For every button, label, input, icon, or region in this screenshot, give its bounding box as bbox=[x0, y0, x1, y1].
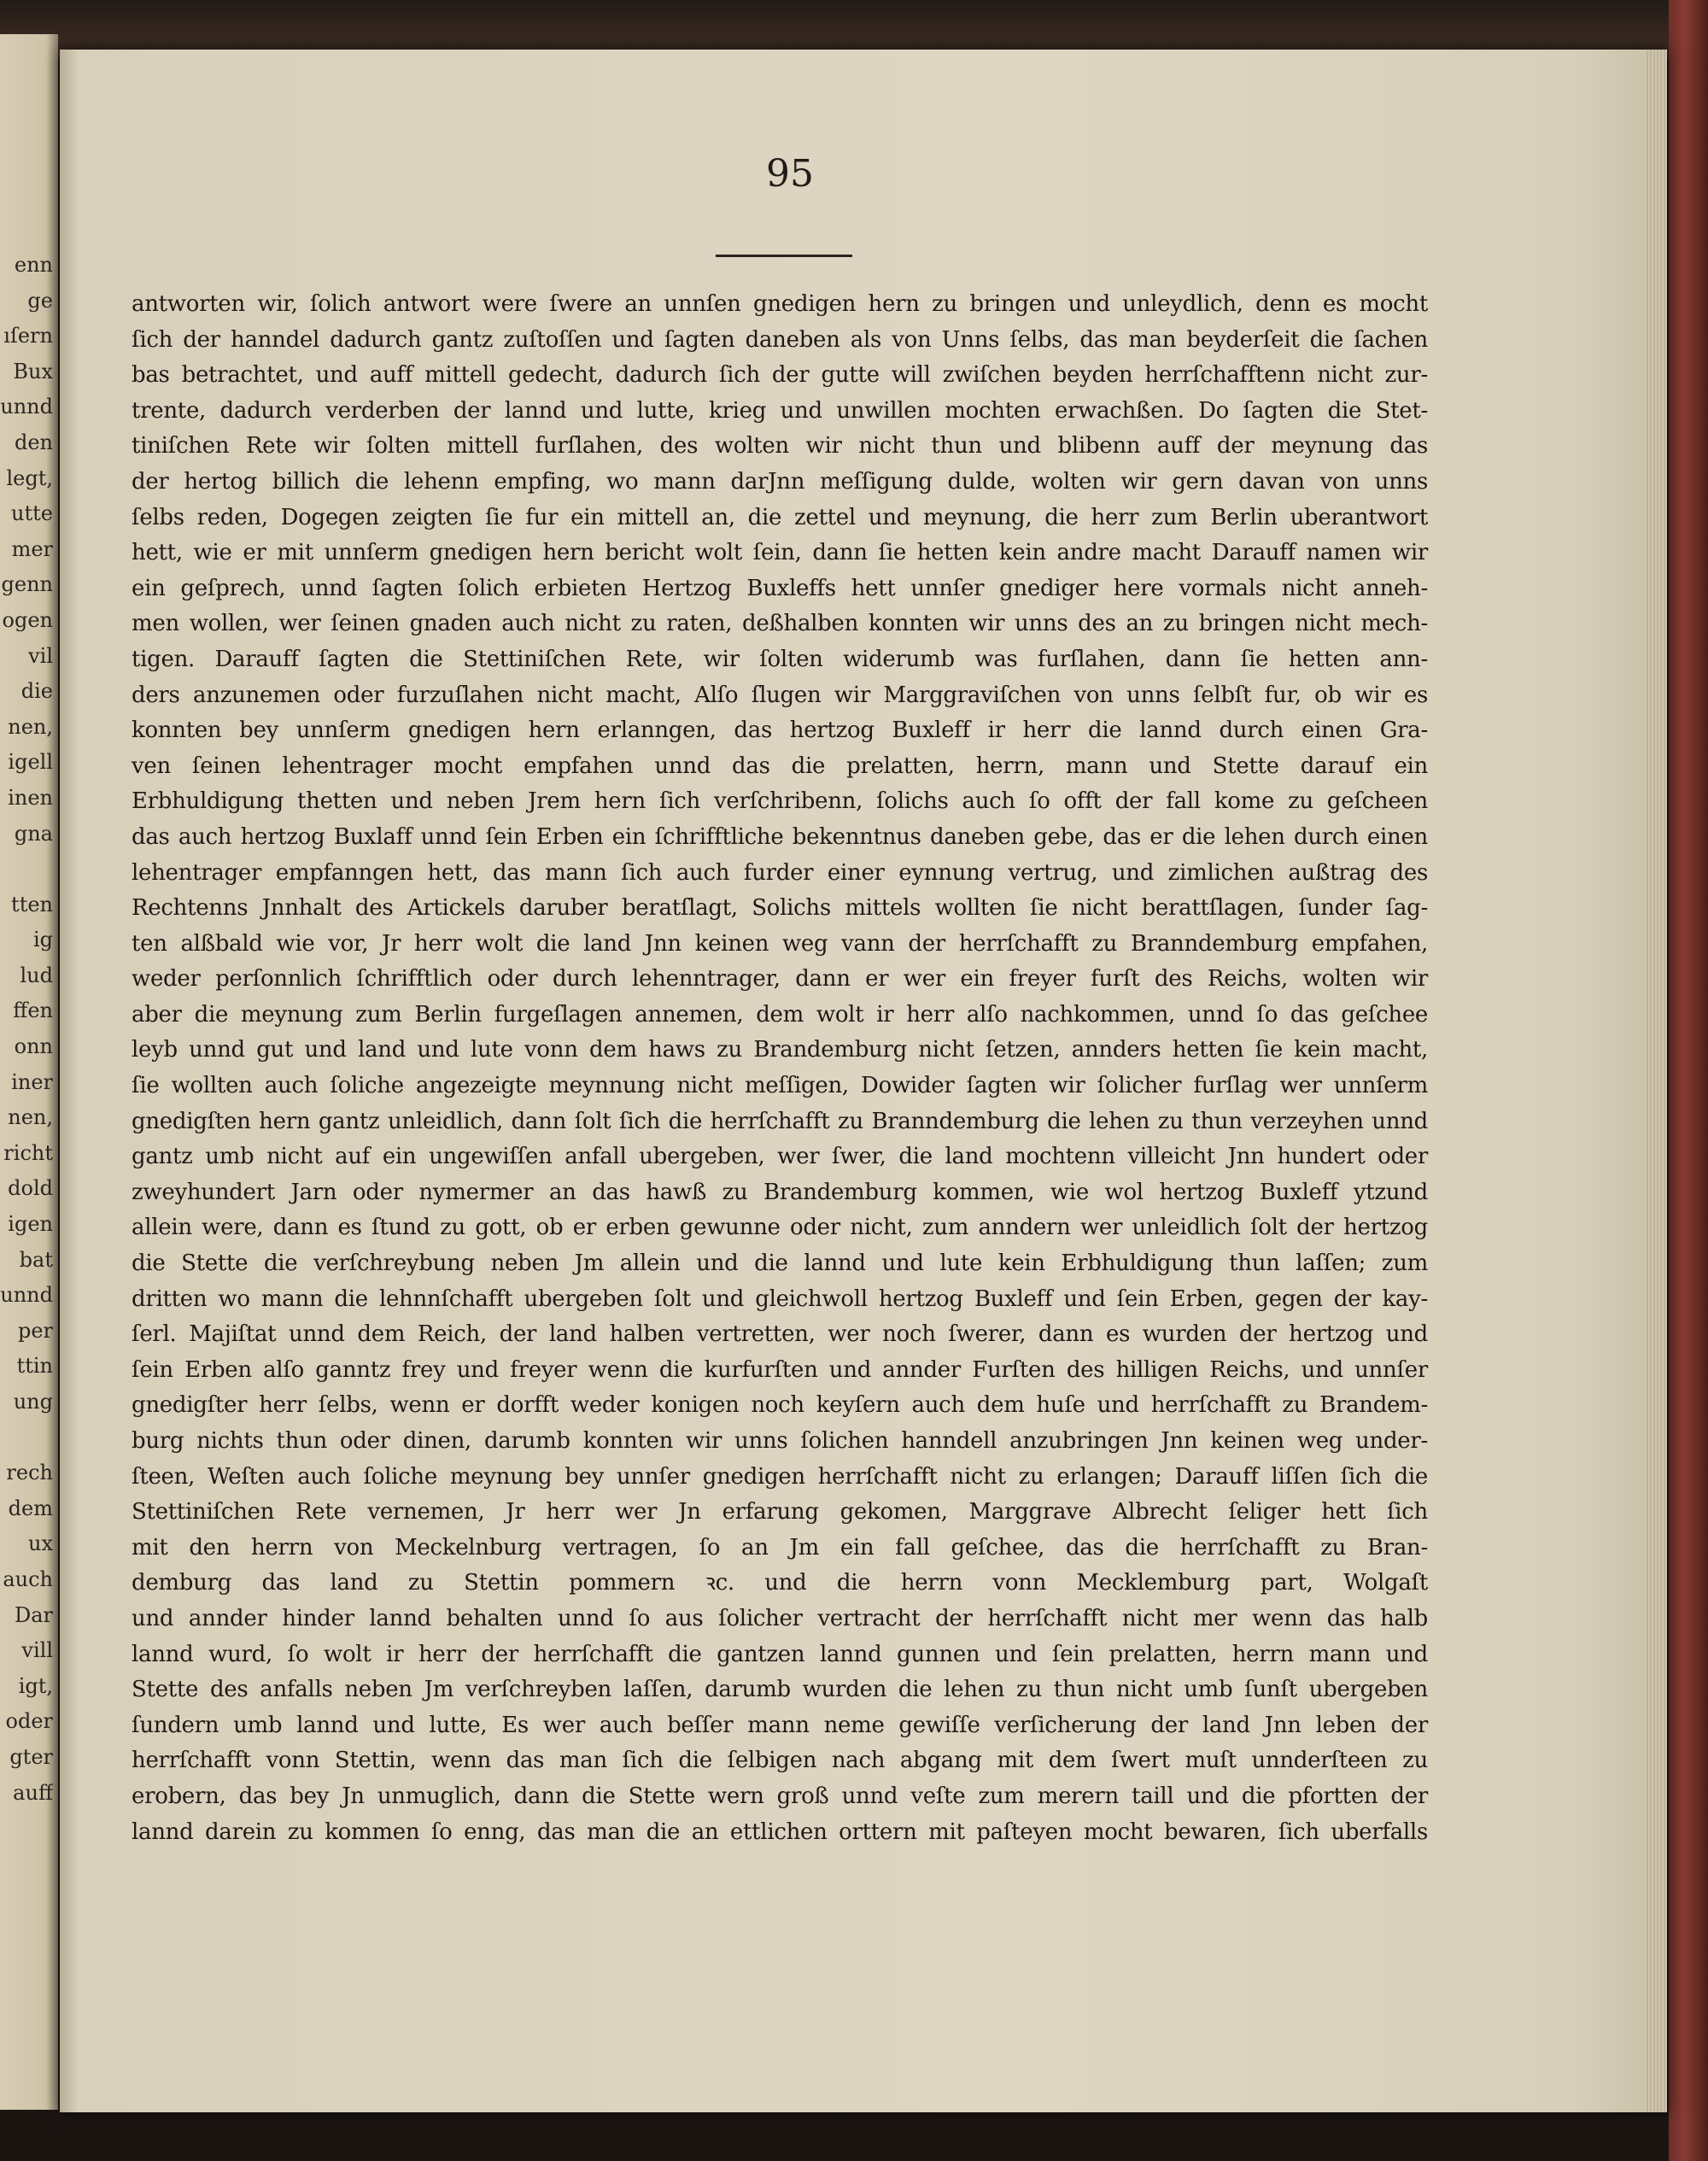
text-line: ſein Erben alſo ganntz frey und freyer wenn die kurfurſten und annder Furſten des hilligen Reichs, und unnſer bbox=[132, 1356, 1428, 1383]
book-cover-right-edge bbox=[1669, 0, 1708, 2161]
book-page bbox=[60, 50, 1667, 2112]
text-line: bas betrachtet, und auff mittell gedecht, dadurch ſich der gutte will zwiſchen beyden herrſchafftenn nicht zur- bbox=[132, 362, 1428, 389]
left-page-fragment: iner bbox=[11, 1069, 53, 1094]
text-line: mit den herrn von Meckelnburg vertragen, ſo an Jm ein fall geſchee, das die herrſchafft zu Bran- bbox=[132, 1534, 1428, 1561]
left-page-fragment: ux bbox=[28, 1531, 53, 1556]
left-page-fragment: ge bbox=[27, 288, 53, 313]
text-line: ſundern umb lannd und lutte, Es wer auch beſſer mann neme gewiſſe verſicherung der land Jnn leben der bbox=[132, 1712, 1428, 1738]
left-page-fragment: ig bbox=[32, 928, 53, 952]
text-line: tigen. Darauff ſagten die Stettiniſchen Rete, wir ſolten widerumb was furſlahen, dann ſie hetten ann- bbox=[132, 646, 1428, 672]
adjacent-left-page bbox=[0, 34, 58, 2110]
text-line: lehentrager empfanngen hett, das mann ſich auch furder einer eynnung vertrug, und zimlichen außtrag des bbox=[132, 859, 1428, 886]
left-page-fragment: rech bbox=[6, 1461, 53, 1485]
body-text bbox=[132, 287, 1428, 1850]
left-page-fragment: dem bbox=[8, 1496, 53, 1520]
left-page-fragment: utte bbox=[11, 501, 53, 526]
text-line: zweyhundert Jarn oder nymermer an das hawß zu Brandemburg kommen, wie wol hertzog Buxleff ytzund bbox=[132, 1179, 1428, 1205]
left-page-fragment: nen, bbox=[8, 714, 53, 739]
text-line: ſteen, Weſten auch ſoliche meynung bey unnſer gnedigen herrſchafft nicht zu erlangen; Darauff liſſen ſich die bbox=[132, 1463, 1428, 1490]
text-line: aber die meynung zum Berlin furgeſlagen annemen, dem wolt ir herr alſo nachkommen, unnd ſo das geſchee bbox=[132, 1001, 1428, 1028]
text-line: gantz umb nicht auf ein ungewiſſen anfall ubergeben, wer ſwer, die land mochtenn villeicht Jnn hundert oder bbox=[132, 1144, 1428, 1170]
left-page-fragment: lud bbox=[20, 963, 53, 987]
left-page-text-fragments bbox=[0, 248, 53, 1811]
text-line: ders anzunemen oder furzuſlahen nicht macht, Alſo ſlugen wir Marggraviſchen von unns ſelbſt fur, ob wir es bbox=[132, 682, 1428, 708]
text-line: ſich der hanndel dadurch gantz zuſtoſſen und ſagten daneben als von Unns ſelbs, das man beyderſeit die ſachen bbox=[132, 326, 1428, 353]
left-page-fragment: oder bbox=[5, 1709, 53, 1734]
left-page-fragment: tten bbox=[11, 892, 53, 917]
left-page-fragment: dold bbox=[8, 1176, 53, 1201]
left-page-fragment: igt, bbox=[18, 1673, 53, 1698]
text-line: ten alßbald wie vor, Jr herr wolt die land Jnn keinen weg vann der herrſchafft zu Branndemburg empfahen, bbox=[132, 930, 1428, 957]
left-page-fragment: unnd bbox=[0, 1283, 53, 1308]
page-stack-edge bbox=[1645, 50, 1667, 2112]
text-line: und annder hinder lannd behalten unnd ſo aus ſolicher vertracht der herrſchafft nicht mer wenn das halb bbox=[132, 1605, 1428, 1631]
text-line: ſelbs reden, Dogegen zeigten ſie fur ein mittell an, die zettel und meynung, die herr zum Berlin uberantwort bbox=[132, 504, 1428, 530]
text-line: die Stette die verſchreybung neben Jm allein und die lannd und lute kein Erbhuldigung thun laſſen; zum bbox=[132, 1250, 1428, 1277]
text-line: lannd darein zu kommen ſo enng, das man die an ettlichen orttern mit paſteyen mocht bewaren, ſich uberfalls bbox=[132, 1818, 1428, 1845]
text-line: hett, wie er mit unnſerm gnedigen hern bericht wolt ſein, dann ſie hetten kein andre macht Darauff namen wir bbox=[132, 540, 1428, 566]
left-page-fragment: igen bbox=[8, 1212, 53, 1237]
left-page-fragment: vil bbox=[28, 643, 53, 668]
left-page-fragment: auch bbox=[3, 1567, 53, 1591]
left-page-fragment: gna bbox=[14, 821, 53, 846]
left-page-fragment: legt, bbox=[6, 466, 53, 490]
left-page-fragment: nen, bbox=[8, 1105, 53, 1130]
text-line: trente, dadurch verderben der lannd und lutte, krieg und unwillen mochten erwachßen. Do ſagten die Stet- bbox=[132, 397, 1428, 424]
text-line: ſerl. Majiſtat unnd dem Reich, der land halben vertretten, wer noch ſwerer, dann es wurden der hertzog und bbox=[132, 1321, 1428, 1348]
text-line: burg nichts thun oder dinen, darumb konnten wir unns ſolichen hanndell anzubringen Jnn keinen weg under- bbox=[132, 1428, 1428, 1454]
text-line: ſie wollten auch ſoliche angezeigte meynnung nicht meſſigen, Dowider ſagten wir ſolicher furſlag wer unnſerm bbox=[132, 1073, 1428, 1099]
text-line: ven ſeinen lehentrager mocht empfahen unnd das die prelatten, herrn, mann und Stette darauf ein bbox=[132, 753, 1428, 779]
text-line: herrſchafft vonn Stettin, wenn das man ſich die ſelbigen nach abgang mit dem ſwert muſt unnderſteen zu bbox=[132, 1748, 1428, 1774]
text-line: allein were, dann es ſtund zu gott, ob er erben gewunne oder nicht, zum anndern wer unleidlich ſolt der hertzog bbox=[132, 1215, 1428, 1241]
text-line: dritten wo mann die lehnnſchafft ubergeben ſolt und gleichwoll hertzog Buxleff und ſein Erben, gegen der kay- bbox=[132, 1285, 1428, 1312]
left-page-fragment: inen bbox=[8, 785, 53, 810]
left-page-fragment: genn bbox=[1, 572, 53, 597]
page-number: 95 bbox=[766, 152, 814, 196]
left-page-fragment: die bbox=[20, 679, 53, 704]
left-page-fragment: auff bbox=[13, 1780, 53, 1805]
left-page-fragment: den bbox=[14, 430, 53, 454]
text-line: tiniſchen Rete wir ſolten mittell furſlahen, des wolten wir nicht thun und blibenn auff der meynung das bbox=[132, 433, 1428, 460]
text-line: demburg das land zu Stettin pommern ꝛc. und die herrn vonn Mecklemburg part, Wolgaſt bbox=[132, 1570, 1428, 1596]
left-page-fragment: unnd bbox=[0, 395, 53, 419]
page-number-rule bbox=[716, 255, 852, 257]
left-page-fragment: ogen bbox=[2, 607, 53, 632]
text-line: erobern, das bey Jn unmuglich, dann die Stette wern groß unnd veſte zum merern taill und die pfortten der bbox=[132, 1783, 1428, 1809]
left-page-fragment: Bux bbox=[13, 359, 53, 384]
left-page-fragment: vill bbox=[21, 1638, 53, 1663]
left-page-fragment bbox=[0, 1420, 53, 1456]
text-line: Erbhuldigung thetten und neben Jrem hern ſich verſchribenn, ſolichs auch ſo offt der fall kome zu geſcheen bbox=[132, 788, 1428, 815]
left-page-fragment: bat bbox=[19, 1247, 53, 1272]
text-line: konnten bey unnſerm gnedigen hern erlanngen, das hertzog Buxleff ir herr die lannd durch einen Gra- bbox=[132, 717, 1428, 744]
text-line: das auch hertzog Buxlaff unnd ſein Erben ein ſchrifftliche bekenntnus daneben gebe, das er die lehen durch einen bbox=[132, 823, 1428, 850]
left-page-fragment: per bbox=[17, 1318, 53, 1343]
left-page-fragment: ffen bbox=[13, 999, 53, 1023]
left-page-fragment: ung bbox=[13, 1390, 53, 1414]
text-line: ein geſprech, unnd ſagten ſolich erbieten Hertzog Buxleffs hett unnſer gnediger here vormals nicht anneh- bbox=[132, 575, 1428, 601]
text-line: gnedigſten hern gantz unleidlich, dann ſolt ſich die herrſchafft zu Branndemburg die lehen zu thun verzeyhen unnd bbox=[132, 1108, 1428, 1134]
text-line: Stettiniſchen Rete vernemen, Jr herr wer Jn erfarung gekomen, Marggrave Albrecht ſeliger hett ſich bbox=[132, 1499, 1428, 1526]
text-line: gnedigſter herr ſelbs, wenn er dorfft weder konigen noch keyſern auch dem huſe und herrſchafft zu Brandem- bbox=[132, 1392, 1428, 1419]
left-page-fragment: ttin bbox=[16, 1354, 53, 1379]
text-line: antworten wir, ſolich antwort were ſwere an unnſen gnedigen hern zu bringen und unleydlich, denn es mocht bbox=[132, 291, 1428, 317]
left-page-fragment: enn bbox=[14, 253, 53, 277]
text-line: Rechtenns Jnnhalt des Artickels daruber beratſlagt, Solichs mittels wollten ſie nicht berattſlagen, ſunder ſag- bbox=[132, 895, 1428, 922]
text-line: weder perſonnlich ſchrifftlich oder durch lehenntrager, dann er wer ein freyer furſt des Reichs, wolten wir bbox=[132, 966, 1428, 993]
left-page-fragment: igell bbox=[8, 750, 53, 775]
left-page-fragment bbox=[0, 852, 53, 887]
text-line: leyb unnd gut und land und lute vonn dem haws zu Brandemburg nicht ſetzen, annders hetten ſie kein macht, bbox=[132, 1037, 1428, 1063]
text-line: Stette des anfalls neben Jm verſchreyben laſſen, darumb wurden die lehen zu thun nicht umb ſunſt ubergeben bbox=[132, 1677, 1428, 1703]
left-page-fragment: richt bbox=[3, 1140, 53, 1165]
text-line: lannd wurd, ſo wolt ir herr der herrſchafft die gantzen lannd gunnen und ſein prelatten, herrn mann und bbox=[132, 1641, 1428, 1667]
left-page-fragment: Dar bbox=[14, 1602, 53, 1627]
left-page-fragment: ıſern bbox=[3, 324, 53, 348]
left-page-fragment: gter bbox=[9, 1744, 53, 1769]
text-line: men wollen, wer ſeinen gnaden auch nicht zu raten, deßhalben konnten wir unns des an zu bringen nicht mech- bbox=[132, 611, 1428, 637]
left-page-fragment: mer bbox=[11, 536, 53, 561]
text-line: der hertog billich die lehenn empfing, wo mann darJnn meſſigung dulde, wolten wir gern davan von unns bbox=[132, 468, 1428, 495]
left-page-fragment: onn bbox=[14, 1034, 53, 1059]
